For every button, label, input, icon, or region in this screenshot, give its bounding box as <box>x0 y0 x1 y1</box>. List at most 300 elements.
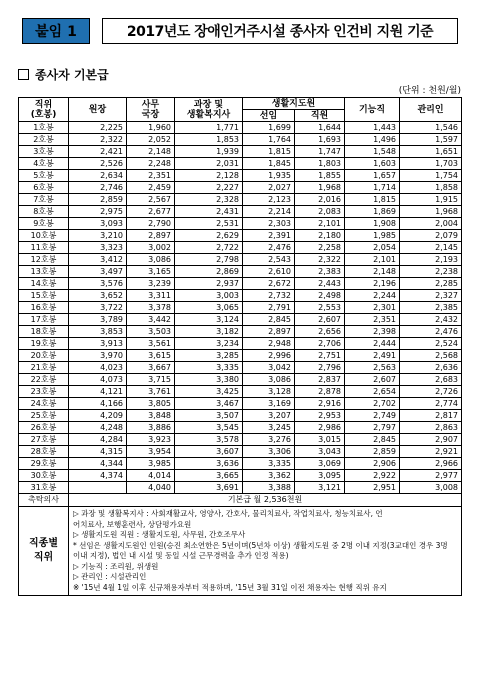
salary-cell: 1,548 <box>345 146 400 158</box>
salary-cell: 3,043 <box>295 446 345 458</box>
table-row <box>19 182 462 194</box>
table-row <box>19 302 462 314</box>
salary-cell: 3,985 <box>127 458 175 470</box>
salary-cell: 3,378 <box>127 302 175 314</box>
salary-cell: 2,083 <box>295 206 345 218</box>
salary-cell: 2,004 <box>400 218 462 230</box>
salary-cell: 2,837 <box>295 374 345 386</box>
salary-cell: 2,398 <box>345 326 400 338</box>
salary-cell: 2,385 <box>400 302 462 314</box>
salary-cell: 2,897 <box>127 230 175 242</box>
salary-cell: 1,754 <box>400 170 462 182</box>
grade-cell: 26호봉 <box>19 422 69 434</box>
salary-cell: 2,196 <box>345 278 400 290</box>
note-line: ▷ 관리인 : 시설관리인 <box>73 572 147 581</box>
note-line: ※ '15년 4월 1일 이후 신규채용자부터 적용하며, '15년 3월 31일 이전 채용자는 현행 직위 유지 <box>73 582 387 592</box>
table-row <box>19 386 462 398</box>
grade-cell: 11호봉 <box>19 242 69 254</box>
table-row <box>19 326 462 338</box>
doctor-value: 기본급 월 2,536천원 <box>69 494 462 507</box>
salary-cell: 2,543 <box>243 254 295 266</box>
salary-cell: 2,351 <box>127 170 175 182</box>
salary-cell: 2,607 <box>295 314 345 326</box>
salary-cell: 3,008 <box>400 482 462 494</box>
table-row <box>19 242 462 254</box>
grade-cell: 25호봉 <box>19 410 69 422</box>
salary-cell: 2,654 <box>345 386 400 398</box>
grade-cell: 14호봉 <box>19 278 69 290</box>
salary-cell: 2,180 <box>295 230 345 242</box>
grade-cell: 4호봉 <box>19 158 69 170</box>
table-row <box>19 290 462 302</box>
grade-cell: 1호봉 <box>19 122 69 134</box>
salary-cell: 3,182 <box>175 326 243 338</box>
salary-cell: 1,803 <box>295 158 345 170</box>
salary-cell: 1,815 <box>345 194 400 206</box>
salary-cell: 2,214 <box>243 206 295 218</box>
salary-cell: 1,853 <box>175 134 243 146</box>
salary-cell: 2,148 <box>127 146 175 158</box>
salary-cell: 2,351 <box>345 314 400 326</box>
section-heading <box>18 66 109 83</box>
salary-cell: 2,476 <box>400 326 462 338</box>
salary-cell: 3,853 <box>69 326 127 338</box>
salary-cell: 3,789 <box>69 314 127 326</box>
salary-cell: 2,301 <box>345 302 400 314</box>
grade-cell: 21호봉 <box>19 362 69 374</box>
salary-cell: 2,027 <box>243 182 295 194</box>
salary-cell: 2,524 <box>400 338 462 350</box>
grade-cell: 22호봉 <box>19 374 69 386</box>
salary-cell: 3,306 <box>243 446 295 458</box>
salary-cell: 1,644 <box>295 122 345 134</box>
salary-cell: 3,086 <box>243 374 295 386</box>
salary-cell: 2,966 <box>400 458 462 470</box>
grade-cell: 18호봉 <box>19 326 69 338</box>
salary-cell: 1,985 <box>345 230 400 242</box>
salary-cell: 1,939 <box>175 146 243 158</box>
salary-cell: 1,496 <box>345 134 400 146</box>
col-grade: 직위 (호봉) <box>19 98 69 122</box>
salary-cell: 2,567 <box>127 194 175 206</box>
salary-cell: 3,578 <box>175 434 243 446</box>
salary-cell: 3,323 <box>69 242 127 254</box>
salary-cell: 1,771 <box>175 122 243 134</box>
section-title: 종사자 기본급 <box>35 68 109 82</box>
salary-cell: 1,714 <box>345 182 400 194</box>
salary-cell: 3,086 <box>127 254 175 266</box>
salary-cell: 2,953 <box>295 410 345 422</box>
salary-cell: 3,276 <box>243 434 295 446</box>
note-line: 어치료사, 보행훈련사, 상담평가요원 <box>73 519 192 529</box>
salary-cell: 2,897 <box>243 326 295 338</box>
salary-cell: 3,561 <box>127 338 175 350</box>
salary-cell: 2,303 <box>243 218 295 230</box>
salary-cell: 1,908 <box>345 218 400 230</box>
salary-cell: 3,002 <box>127 242 175 254</box>
table-row <box>19 422 462 434</box>
salary-cell: 2,328 <box>175 194 243 206</box>
col-teacher-staff: 직원 <box>295 110 345 122</box>
salary-cell: 2,798 <box>175 254 243 266</box>
salary-cell: 1,968 <box>400 206 462 218</box>
salary-cell: 2,706 <box>295 338 345 350</box>
salary-cell: 3,442 <box>127 314 175 326</box>
grade-cell: 19호봉 <box>19 338 69 350</box>
salary-cell: 3,913 <box>69 338 127 350</box>
salary-cell: 2,749 <box>345 410 400 422</box>
table-row <box>19 410 462 422</box>
table-row <box>19 314 462 326</box>
salary-cell: 2,322 <box>69 134 127 146</box>
salary-cell: 2,498 <box>295 290 345 302</box>
salary-cell: 2,722 <box>175 242 243 254</box>
salary-cell: 1,603 <box>345 158 400 170</box>
col-technician: 기능직 <box>345 98 400 122</box>
table-row <box>19 434 462 446</box>
salary-cell: 1,747 <box>295 146 345 158</box>
grade-cell: 24호봉 <box>19 398 69 410</box>
table-row <box>19 134 462 146</box>
grade-cell: 16호봉 <box>19 302 69 314</box>
grade-cell: 9호봉 <box>19 218 69 230</box>
checkbox-square-icon <box>18 69 29 80</box>
salary-cell: 3,093 <box>69 218 127 230</box>
salary-cell: 1,657 <box>345 170 400 182</box>
note-line: 이내 지정), 법인 내 시설 및 동일 시설 근무경력을 추가 인정 적용) <box>73 551 289 560</box>
salary-cell: 3,545 <box>175 422 243 434</box>
salary-cell: 4,248 <box>69 422 127 434</box>
note-line: ▷ 생활지도원 직원 : 생활지도원, 사무원, 간호조무사 <box>73 530 246 539</box>
grade-cell: 27호봉 <box>19 434 69 446</box>
salary-cell: 1,915 <box>400 194 462 206</box>
col-teacher-group: 생활지도원 <box>243 98 345 110</box>
salary-cell: 2,052 <box>127 134 175 146</box>
grade-cell: 31호봉 <box>19 482 69 494</box>
salary-cell: 1,699 <box>243 122 295 134</box>
salary-cell: 1,858 <box>400 182 462 194</box>
salary-cell: 2,031 <box>175 158 243 170</box>
salary-cell: 3,239 <box>127 278 175 290</box>
table-row <box>19 122 462 134</box>
salary-cell: 2,869 <box>175 266 243 278</box>
salary-cell: 3,636 <box>175 458 243 470</box>
salary-cell: 2,225 <box>69 122 127 134</box>
salary-cell: 3,848 <box>127 410 175 422</box>
salary-cell: 2,563 <box>345 362 400 374</box>
table-body <box>19 122 462 494</box>
salary-cell: 3,923 <box>127 434 175 446</box>
col-teacher-senior: 선임 <box>243 110 295 122</box>
salary-cell: 2,986 <box>295 422 345 434</box>
salary-cell: 3,311 <box>127 290 175 302</box>
salary-cell: 3,128 <box>243 386 295 398</box>
table-row <box>19 218 462 230</box>
salary-cell: 2,285 <box>400 278 462 290</box>
salary-cell: 3,380 <box>175 374 243 386</box>
salary-cell: 2,476 <box>243 242 295 254</box>
salary-cell: 2,123 <box>243 194 295 206</box>
salary-cell: 3,335 <box>243 458 295 470</box>
table-row <box>19 230 462 242</box>
salary-cell: 3,412 <box>69 254 127 266</box>
salary-cell: 2,248 <box>127 158 175 170</box>
salary-cell: 2,101 <box>295 218 345 230</box>
salary-cell: 3,665 <box>175 470 243 482</box>
table-row <box>19 470 462 482</box>
salary-cell: 2,383 <box>295 266 345 278</box>
salary-cell: 2,774 <box>400 398 462 410</box>
salary-cell: 3,691 <box>175 482 243 494</box>
salary-cell: 3,761 <box>127 386 175 398</box>
salary-cell: 2,845 <box>243 314 295 326</box>
salary-cell: 4,374 <box>69 470 127 482</box>
salary-cell: 2,258 <box>295 242 345 254</box>
salary-cell: 2,746 <box>69 182 127 194</box>
col-director: 원장 <box>69 98 127 122</box>
salary-cell: 1,703 <box>400 158 462 170</box>
col-secretary: 사무 국장 <box>127 98 175 122</box>
salary-cell: 4,166 <box>69 398 127 410</box>
document-title: 2017년도 장애인거주시설 종사자 인건비 지원 기준 <box>102 18 458 44</box>
grade-cell: 13호봉 <box>19 266 69 278</box>
salary-cell: 2,568 <box>400 350 462 362</box>
salary-cell: 2,101 <box>345 254 400 266</box>
salary-cell: 2,796 <box>295 362 345 374</box>
salary-cell: 4,344 <box>69 458 127 470</box>
col-manager: 과장 및 생활복지사 <box>175 98 243 122</box>
salary-cell: 2,937 <box>175 278 243 290</box>
salary-cell: 3,362 <box>243 470 295 482</box>
grade-cell: 2호봉 <box>19 134 69 146</box>
salary-cell: 2,459 <box>127 182 175 194</box>
salary-cell: 2,751 <box>295 350 345 362</box>
salary-cell: 3,121 <box>295 482 345 494</box>
salary-cell: 3,507 <box>175 410 243 422</box>
salary-cell: 4,040 <box>127 482 175 494</box>
unit-label: (단위 : 천원/월) <box>398 86 461 96</box>
salary-cell: 2,921 <box>400 446 462 458</box>
salary-cell: 3,042 <box>243 362 295 374</box>
salary-cell: 3,124 <box>175 314 243 326</box>
salary-cell: 3,970 <box>69 350 127 362</box>
table-row <box>19 374 462 386</box>
salary-cell: 3,285 <box>175 350 243 362</box>
col-admin: 관리인 <box>400 98 462 122</box>
salary-cell: 3,169 <box>243 398 295 410</box>
table-row <box>19 446 462 458</box>
salary-cell: 3,210 <box>69 230 127 242</box>
salary-cell: 3,065 <box>175 302 243 314</box>
table-row <box>19 482 462 494</box>
salary-cell: 3,497 <box>69 266 127 278</box>
salary-cell: 1,764 <box>243 134 295 146</box>
salary-cell: 3,954 <box>127 446 175 458</box>
salary-cell: 2,702 <box>345 398 400 410</box>
salary-cell: 3,805 <box>127 398 175 410</box>
salary-cell: 2,791 <box>243 302 295 314</box>
salary-cell: 3,003 <box>175 290 243 302</box>
salary-cell: 1,443 <box>345 122 400 134</box>
salary-cell: 2,327 <box>400 290 462 302</box>
salary-cell: 1,546 <box>400 122 462 134</box>
doctor-label: 촉탁의사 <box>19 494 69 507</box>
table-row <box>19 278 462 290</box>
table-row <box>19 398 462 410</box>
salary-cell: 3,667 <box>127 362 175 374</box>
salary-cell: 3,069 <box>295 458 345 470</box>
grade-cell: 6호봉 <box>19 182 69 194</box>
salary-cell: 2,443 <box>295 278 345 290</box>
salary-cell: 2,421 <box>69 146 127 158</box>
salary-cell: 2,634 <box>69 170 127 182</box>
salary-cell: 2,054 <box>345 242 400 254</box>
notes-label: 직종별 직위 <box>19 507 69 596</box>
grade-cell: 29호봉 <box>19 458 69 470</box>
salary-cell: 2,491 <box>345 350 400 362</box>
grade-cell: 7호봉 <box>19 194 69 206</box>
grade-cell: 28호봉 <box>19 446 69 458</box>
salary-cell: 3,165 <box>127 266 175 278</box>
salary-cell: 2,148 <box>345 266 400 278</box>
salary-cell: 3,015 <box>295 434 345 446</box>
salary-cell: 3,335 <box>175 362 243 374</box>
table-row <box>19 254 462 266</box>
table-row <box>19 194 462 206</box>
salary-cell: 2,526 <box>69 158 127 170</box>
salary-cell: 2,431 <box>175 206 243 218</box>
salary-cell: 3,207 <box>243 410 295 422</box>
salary-cell: 2,817 <box>400 410 462 422</box>
salary-cell: 3,886 <box>127 422 175 434</box>
grade-cell: 5호봉 <box>19 170 69 182</box>
salary-cell: 2,610 <box>243 266 295 278</box>
salary-cell: 1,651 <box>400 146 462 158</box>
salary-cell: 2,951 <box>345 482 400 494</box>
salary-cell: 2,322 <box>295 254 345 266</box>
page-header <box>22 18 458 44</box>
salary-cell: 2,977 <box>400 470 462 482</box>
salary-cell: 2,444 <box>345 338 400 350</box>
grade-cell: 15호봉 <box>19 290 69 302</box>
grade-cell: 20호봉 <box>19 350 69 362</box>
salary-cell: 4,014 <box>127 470 175 482</box>
salary-cell: 3,425 <box>175 386 243 398</box>
salary-cell: 2,079 <box>400 230 462 242</box>
salary-cell: 2,677 <box>127 206 175 218</box>
salary-cell: 1,869 <box>345 206 400 218</box>
notes-cell <box>69 507 462 596</box>
salary-cell: 2,845 <box>345 434 400 446</box>
table-row <box>19 206 462 218</box>
salary-cell: 1,693 <box>295 134 345 146</box>
table-row <box>19 458 462 470</box>
salary-cell: 4,073 <box>69 374 127 386</box>
table-row <box>19 362 462 374</box>
salary-cell: 2,636 <box>400 362 462 374</box>
salary-cell: 4,121 <box>69 386 127 398</box>
salary-cell: 2,790 <box>127 218 175 230</box>
salary-cell: 4,023 <box>69 362 127 374</box>
salary-table <box>18 97 462 596</box>
salary-cell: 2,948 <box>243 338 295 350</box>
salary-cell: 2,996 <box>243 350 295 362</box>
salary-cell: 1,845 <box>243 158 295 170</box>
salary-cell: 2,145 <box>400 242 462 254</box>
grade-cell: 23호봉 <box>19 386 69 398</box>
table-row <box>19 158 462 170</box>
salary-cell: 2,656 <box>295 326 345 338</box>
grade-cell: 30호봉 <box>19 470 69 482</box>
salary-cell: 3,467 <box>175 398 243 410</box>
salary-cell: 2,672 <box>243 278 295 290</box>
salary-cell: 2,863 <box>400 422 462 434</box>
salary-cell: 3,607 <box>175 446 243 458</box>
salary-cell: 2,916 <box>295 398 345 410</box>
salary-cell: 1,935 <box>243 170 295 182</box>
salary-cell: 2,391 <box>243 230 295 242</box>
salary-cell: 3,722 <box>69 302 127 314</box>
attachment-badge: 붙임 1 <box>22 18 90 44</box>
salary-cell: 2,726 <box>400 386 462 398</box>
note-line: ▷ 과장 및 생활복지사 : 사회재활교사, 영양사, 간호사, 물리치료사, 작업치료사, 청능치료사, 언 <box>73 509 383 518</box>
salary-cell: 2,975 <box>69 206 127 218</box>
salary-cell: 1,855 <box>295 170 345 182</box>
salary-cell: 2,859 <box>69 194 127 206</box>
salary-cell <box>69 482 127 494</box>
table-row <box>19 266 462 278</box>
salary-cell: 2,629 <box>175 230 243 242</box>
salary-cell: 2,906 <box>345 458 400 470</box>
salary-cell: 2,878 <box>295 386 345 398</box>
salary-cell: 2,683 <box>400 374 462 386</box>
salary-cell: 3,388 <box>243 482 295 494</box>
grade-cell: 17호봉 <box>19 314 69 326</box>
note-line: ▷ 기능직 : 조리원, 위생원 <box>73 561 159 571</box>
note-line: * 선임은 생활지도원인 인원(승진 최소연한은 5년이며(5년차 이상) 생활지도원 중 2명 이내 지정(3교대인 경우 3명 <box>73 540 448 550</box>
table-row <box>19 170 462 182</box>
table-row <box>19 350 462 362</box>
salary-cell: 3,576 <box>69 278 127 290</box>
salary-cell: 2,907 <box>400 434 462 446</box>
salary-cell: 2,227 <box>175 182 243 194</box>
salary-cell: 3,615 <box>127 350 175 362</box>
grade-cell: 12호봉 <box>19 254 69 266</box>
salary-cell: 2,531 <box>175 218 243 230</box>
salary-cell: 1,597 <box>400 134 462 146</box>
salary-cell: 2,797 <box>345 422 400 434</box>
salary-cell: 2,238 <box>400 266 462 278</box>
salary-cell: 2,432 <box>400 314 462 326</box>
table-row <box>19 146 462 158</box>
salary-cell: 2,244 <box>345 290 400 302</box>
grade-cell: 10호봉 <box>19 230 69 242</box>
salary-cell: 1,968 <box>295 182 345 194</box>
salary-cell: 4,315 <box>69 446 127 458</box>
salary-cell: 3,245 <box>243 422 295 434</box>
grade-cell: 8호봉 <box>19 206 69 218</box>
salary-cell: 3,652 <box>69 290 127 302</box>
salary-cell: 2,193 <box>400 254 462 266</box>
salary-cell: 3,095 <box>295 470 345 482</box>
salary-cell: 4,284 <box>69 434 127 446</box>
salary-cell: 3,503 <box>127 326 175 338</box>
salary-cell: 2,607 <box>345 374 400 386</box>
salary-cell: 3,715 <box>127 374 175 386</box>
salary-cell: 2,859 <box>345 446 400 458</box>
table-row <box>19 338 462 350</box>
grade-cell: 3호봉 <box>19 146 69 158</box>
